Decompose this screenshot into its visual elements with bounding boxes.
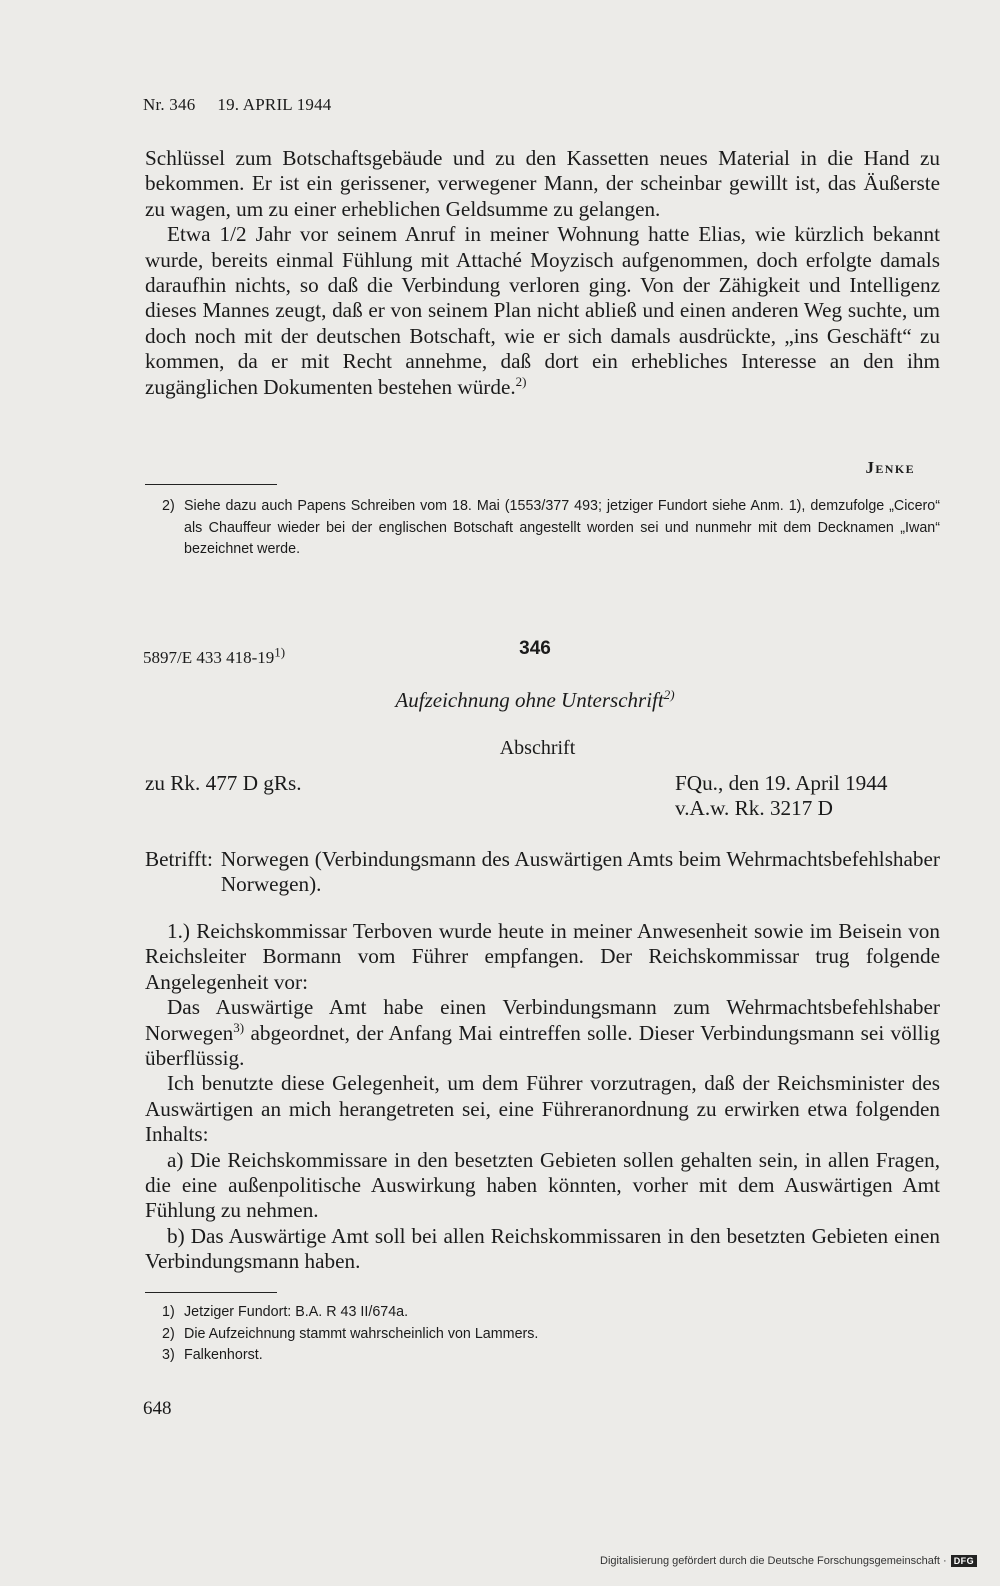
document-title: Aufzeichnung ohne Unterschrift$^{2)}$: [395, 687, 675, 712]
footnote-text: Siehe dazu auch Papens Schreiben vom 18. Mai (1553/377 493; jetziger Fundort siehe Anm. 1), demzufolge „Cicero“ als Chauffeur wieder bei der englischen Botschaft angestellt worden sei und nunmehr mit dem Decknamen „Iwan“ bezeichnet werde.: [184, 498, 940, 557]
footnote-ref: 2): [663, 687, 675, 702]
header-doc-ref: Nr. 346: [143, 95, 196, 114]
footnote-text: Die Aufzeichnung stammt wahrscheinlich von Lammers.: [184, 1325, 539, 1342]
subject-text: Norwegen (Verbindungsmann des Auswärtigen Amts beim Wehrmachtsbefehlshaber Norwegen).: [220, 847, 940, 897]
body-paragraph: Ich benutzte diese Gelegenheit, um dem Führer vorzutragen, daß der Reichsminister des Auswärtigen an mich herangetreten sei, eine Führeranordnung zu erwirken etwa folgenden Inhalts:: [145, 1071, 940, 1147]
running-header: [143, 95, 332, 115]
footnote: [162, 1324, 862, 1346]
dfg-logo: DFG: [951, 1555, 978, 1567]
copy-label: Abschrift: [499, 737, 576, 759]
reference-left: zu Rk. 477 D gRs.: [145, 771, 302, 795]
document-body: [145, 919, 940, 1275]
file-reference: v.A.w. Rk. 3217 D: [675, 796, 833, 821]
footnote-text: Jetziger Fundort: B.A. R 43 II/674a.: [184, 1304, 409, 1320]
footnote-mark: 2): [162, 1325, 175, 1342]
subject-line: [145, 847, 940, 898]
footnote-text: Falkenhorst.: [184, 1347, 263, 1363]
body-paragraph: b) Das Auswärtige Amt soll bei allen Reichskommissaren in den besetzten Gebieten einen Verbindungsmann haben.: [145, 1223, 940, 1274]
footnote-ref: 3): [233, 1019, 245, 1035]
reference-right: [675, 771, 887, 822]
credit-text: Digitalisierung gefördert durch die Deutsche Forschungsgemeinschaft ·: [600, 1555, 947, 1567]
body-paragraph: 1.) Reichskommissar Terboven wurde heute in meiner Anwesenheit sowie im Beisein von Reichsleiter Bormann vom Führer empfangen. Der Reichskommissar trug folgende Angelegenheit vor:: [145, 919, 940, 994]
continuation-text: [145, 146, 940, 400]
body-paragraph: a) Die Reichskommissare in den besetzten Gebieten sollen gehalten sein, in allen Fragen, die eine außenpolitische Auswirkung haben könnten, vorher mit dem Auswärtigen Amt Fühlung zu nehmen.: [145, 1147, 940, 1223]
footnote-rule: [145, 484, 277, 485]
footnote-mark: 2): [162, 498, 175, 514]
footnote-block: [162, 1302, 862, 1367]
footnote-block-previous: [162, 496, 940, 561]
continuation-paragraph: Etwa 1/2 Jahr vor seinem Anruf in meiner Wohnung hatte Elias, wie kürzlich bekannt wurde, bereits einmal Fühlung mit Attaché Moyzisch aufgenommen, doch erfolgte damals daraufhin nichts, so daß die Verbindung verloren ging. Von der Zähigkeit und Intelligenz dieses Mannes zeugt, daß er von seinem Plan nicht abließ und einen anderen Weg suchte, um doch noch mit der deutschen Botschaft, wie er sich damals ausdrückte, „ins Geschäft“ zu kommen, da er mit Recht annehme, daß dort ein erhebliches Interesse an den ihm zugänglichen Dokumenten bestehen würde.$^{2)}$: [145, 222, 940, 399]
footnote-rule: [145, 1292, 277, 1293]
fraction: 1/2: [219, 222, 247, 247]
continuation-paragraph: Schlüssel zum Botschaftsgebäude und zu den Kassetten neues Material in die Hand zu bekommen. Er ist ein gerissener, verwegener Mann, der scheinbar gewillt ist, das Äußerste zu wagen, um zu einer erheblichen Geldsumme zu gelangen.: [145, 146, 940, 221]
footnote-mark: 3): [162, 1347, 175, 1363]
archive-reference: 5897/E 433 418-19$^{1)}$: [143, 644, 286, 667]
signature: Jenke: [865, 458, 915, 477]
footnote-mark: 1): [162, 1304, 175, 1320]
footnote: [162, 496, 940, 561]
body-paragraph: Das Auswärtige Amt habe einen Verbindungsmann zum Wehrmachtsbefehlshaber Norwegen$^{3)}$ abgeordnet, der Anfang Mai eintreffen solle. Dieser Verbindungsmann sei völlig überflüssig.: [145, 995, 940, 1071]
document-number: 346: [519, 638, 551, 659]
header-date: 19. APRIL 1944: [217, 95, 332, 114]
place-date: FQu., den 19. April 1944: [675, 771, 888, 795]
page-number: 648: [143, 1398, 172, 1419]
digitization-credit: [600, 1555, 977, 1567]
footnote-ref: 2): [515, 373, 527, 389]
footnote: [162, 1345, 862, 1367]
footnote: [162, 1302, 862, 1324]
footnote-ref: 1): [274, 644, 286, 660]
subject-label: Betrifft:: [145, 847, 213, 871]
